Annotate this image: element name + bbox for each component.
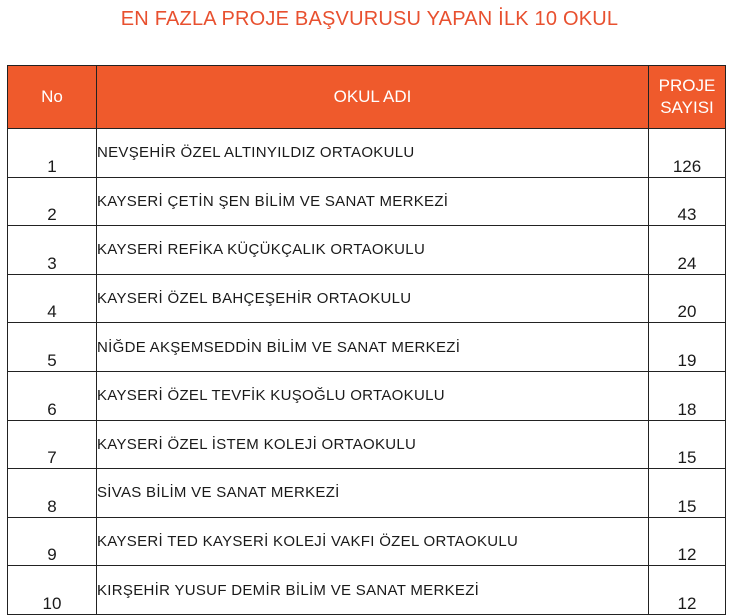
project-count: 19 <box>649 323 726 372</box>
header-no: No <box>8 66 97 129</box>
table-row <box>8 177 726 226</box>
header-school-name: OKUL ADI <box>97 66 649 129</box>
table-header <box>8 66 726 129</box>
project-count: 12 <box>649 517 726 566</box>
school-name: NİĞDE AKŞEMSEDDİN BİLİM VE SANAT MERKEZİ <box>97 323 649 372</box>
school-name: KAYSERİ REFİKA KÜÇÜKÇALIK ORTAOKULU <box>97 226 649 275</box>
header-project-count-line1: PROJE <box>658 76 716 95</box>
row-number: 9 <box>8 517 97 566</box>
table-body <box>8 129 726 615</box>
school-name: KAYSERİ ÖZEL TEVFİK KUŞOĞLU ORTAOKULU <box>97 371 649 420</box>
table-row <box>8 129 726 178</box>
table-row <box>8 566 726 615</box>
row-number: 5 <box>8 323 97 372</box>
schools-table <box>7 65 726 615</box>
table-row <box>8 469 726 518</box>
project-count: 15 <box>649 469 726 518</box>
table-row <box>8 517 726 566</box>
header-row <box>8 66 726 129</box>
row-number: 10 <box>8 566 97 615</box>
school-name: SİVAS BİLİM VE SANAT MERKEZİ <box>97 469 649 518</box>
page-title: EN FAZLA PROJE BAŞVURUSU YAPAN İLK 10 OKUL <box>120 8 619 30</box>
table-row <box>8 420 726 469</box>
row-number: 8 <box>8 469 97 518</box>
school-name: KAYSERİ ÖZEL BAHÇEŞEHİR ORTAOKULU <box>97 274 649 323</box>
school-name: NEVŞEHİR ÖZEL ALTINYILDIZ ORTAOKULU <box>97 129 649 178</box>
school-name: KIRŞEHİR YUSUF DEMİR BİLİM VE SANAT MERKEZİ <box>97 566 649 615</box>
project-count: 126 <box>649 129 726 178</box>
project-count: 12 <box>649 566 726 615</box>
row-number: 1 <box>8 129 97 178</box>
school-name: KAYSERİ ÇETİN ŞEN BİLİM VE SANAT MERKEZİ <box>97 177 649 226</box>
project-count: 24 <box>649 226 726 275</box>
table-row <box>8 323 726 372</box>
row-number: 6 <box>8 371 97 420</box>
project-count: 15 <box>649 420 726 469</box>
project-count: 20 <box>649 274 726 323</box>
table-row <box>8 371 726 420</box>
table-row <box>8 274 726 323</box>
header-project-count-line2: SAYISI <box>660 98 714 117</box>
table-row <box>8 226 726 275</box>
project-count: 43 <box>649 177 726 226</box>
school-name: KAYSERİ ÖZEL İSTEM KOLEJİ ORTAOKULU <box>97 420 649 469</box>
row-number: 2 <box>8 177 97 226</box>
row-number: 4 <box>8 274 97 323</box>
header-project-count <box>649 66 726 129</box>
school-name: KAYSERİ TED KAYSERİ KOLEJİ VAKFI ÖZEL ORTAOKULU <box>97 517 649 566</box>
row-number: 7 <box>8 420 97 469</box>
row-number: 3 <box>8 226 97 275</box>
project-count: 18 <box>649 371 726 420</box>
